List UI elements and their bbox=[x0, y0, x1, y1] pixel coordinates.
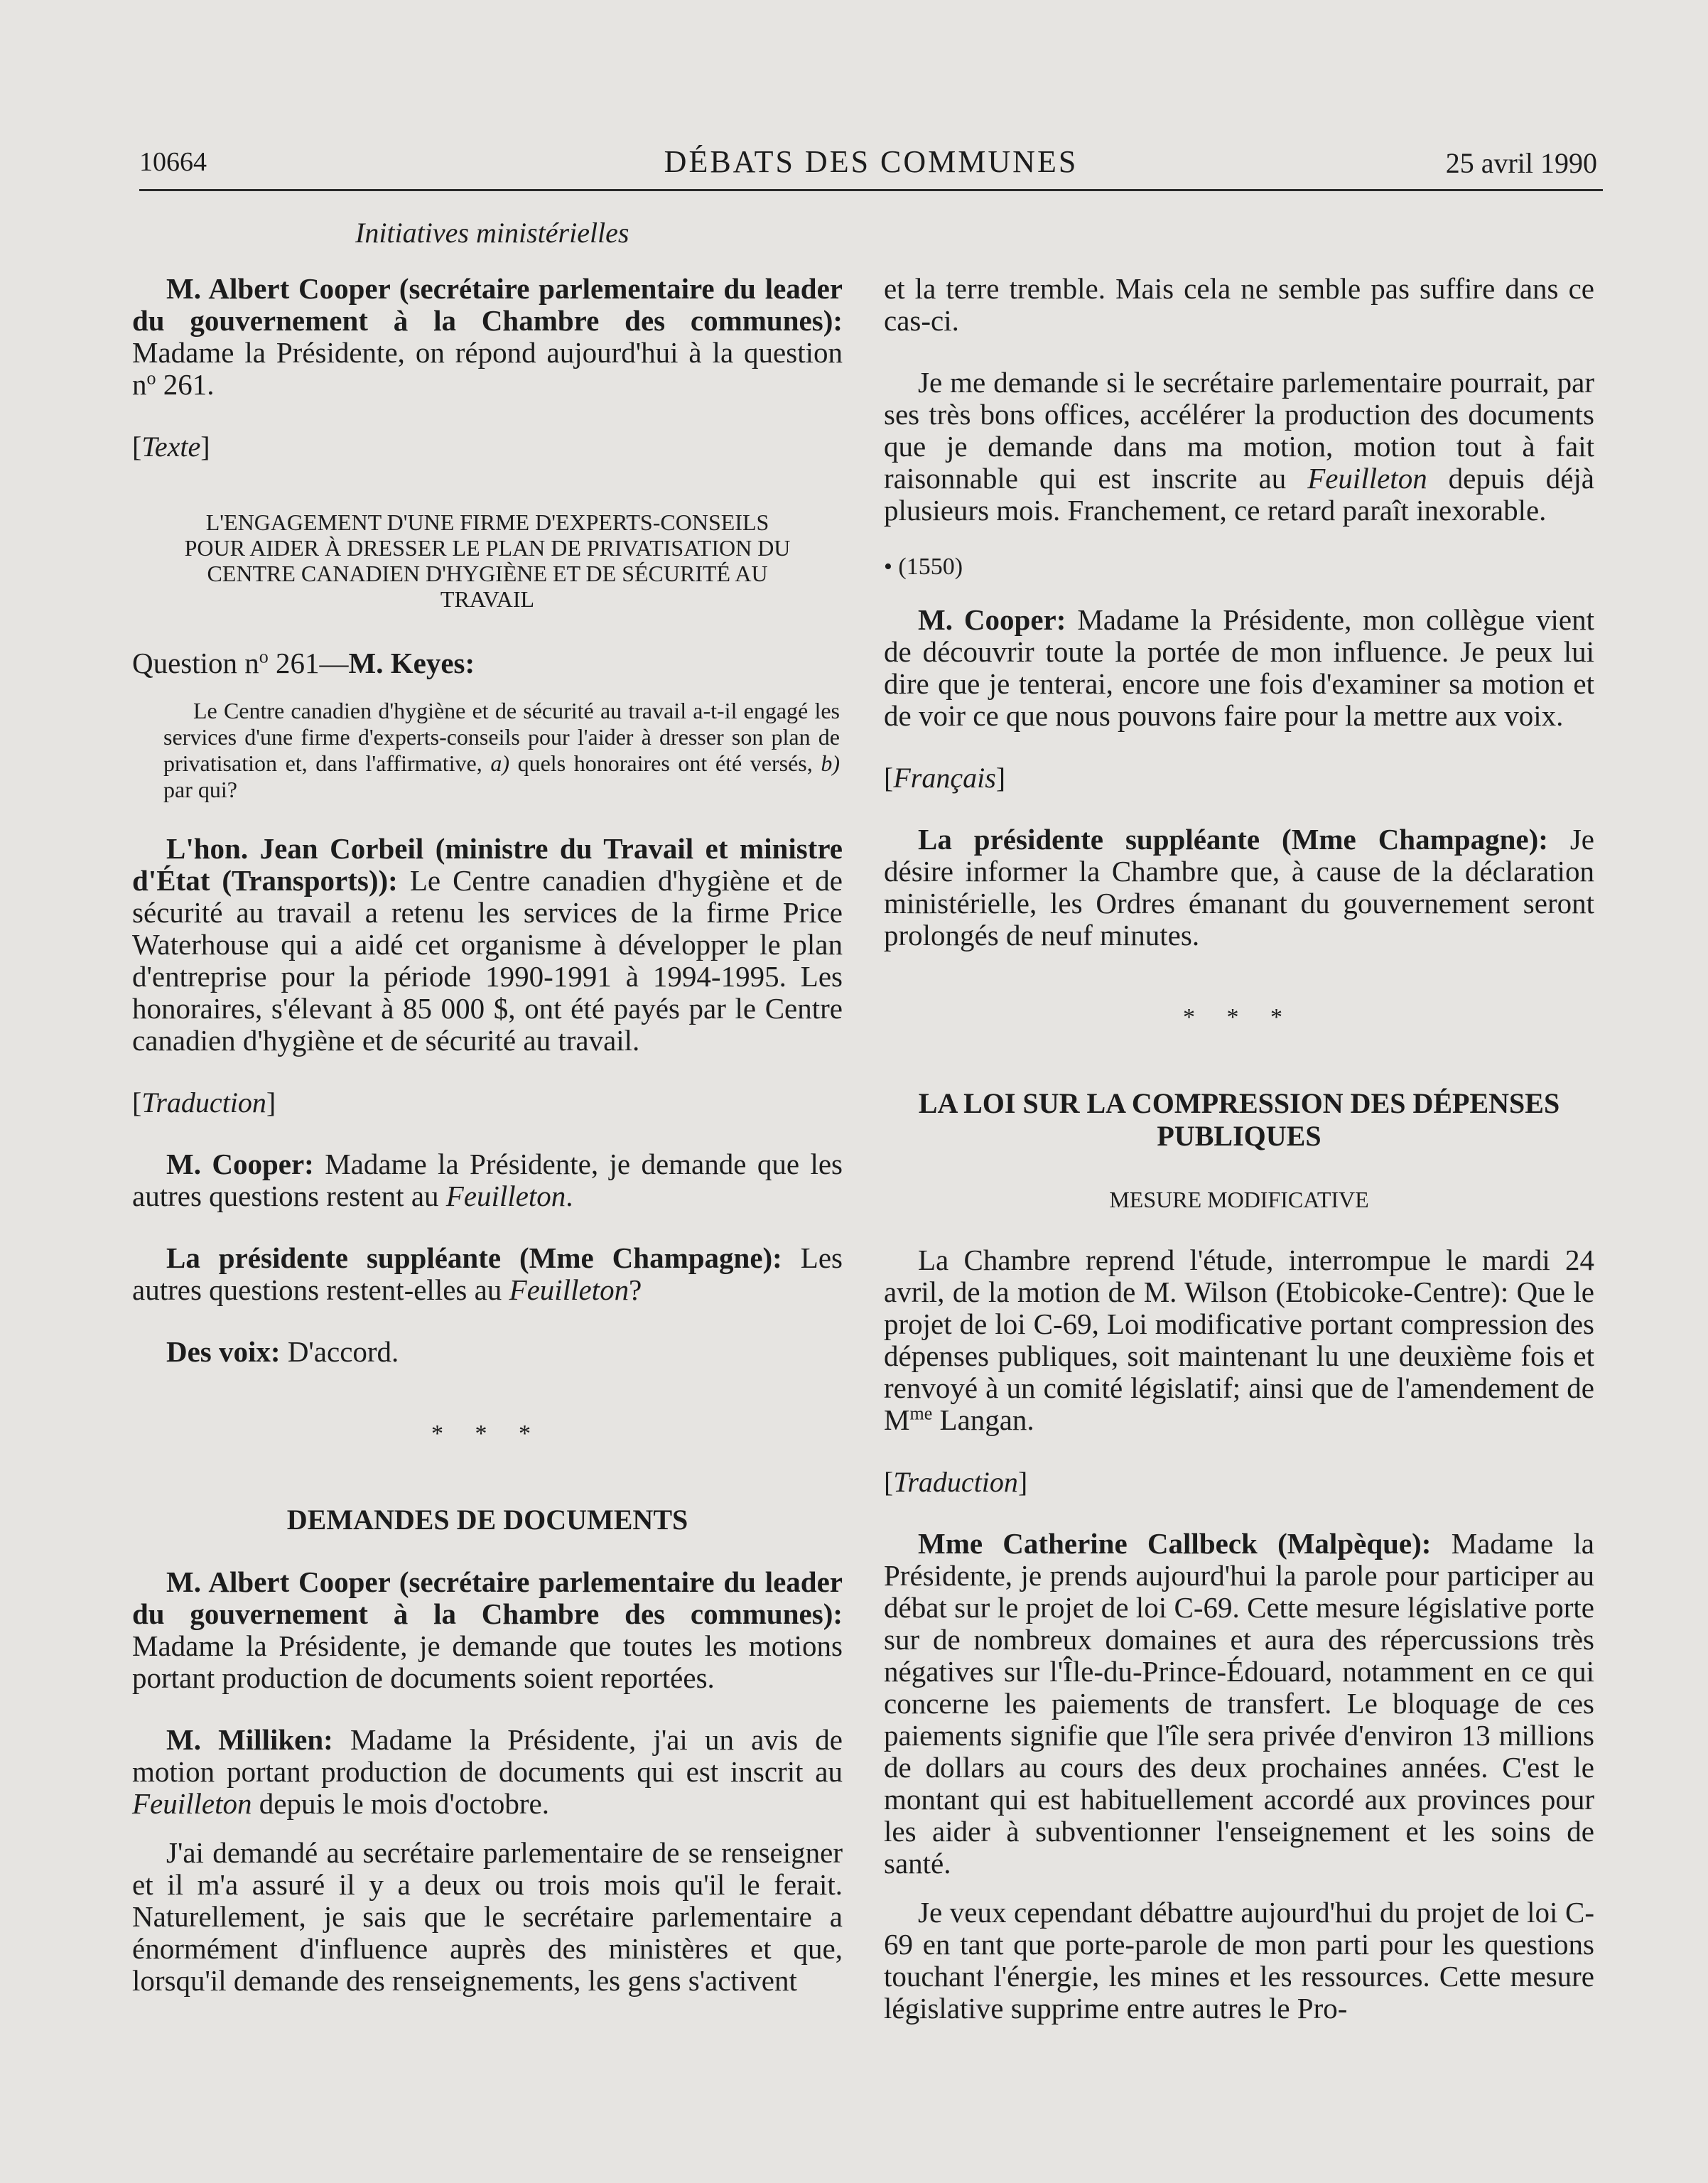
speaker-name: M. Milliken: bbox=[166, 1723, 333, 1756]
publication-title: DÉBATS DES COMMUNES bbox=[664, 144, 1079, 179]
paragraph-corbeil-answer: L'hon. Jean Corbeil (ministre du Travail et ministre d'État (Transports)): Le Centre canadien d'hygiène et de sécurité au travail a retenu les services de la firme Price Waterhouse qui a aidé cet organisme à développer le plan d'entreprise pour la période 1990-1991 à 1994-1995. Les honoraires, s'élevant à 85 000 $, ont été payés par le Centre canadien d'hygiène et de sécurité au travail. bbox=[132, 832, 843, 1057]
language-tag-francais: [Français] bbox=[884, 762, 1006, 794]
paragraph-des-voix: Des voix: D'accord. bbox=[166, 1335, 399, 1368]
speaker-name: La présidente suppléante (Mme Champagne): bbox=[918, 823, 1548, 856]
page-header bbox=[139, 139, 1603, 191]
section-heading: LA LOI SUR LA COMPRESSION DES DÉPENSES PUBLIQUES bbox=[918, 1087, 1560, 1152]
language-tag-texte: [Texte] bbox=[132, 431, 210, 463]
paragraph-presidente: La présidente suppléante (Mme Champagne): Les autres questions restent-elles au Feuilleton? bbox=[132, 1241, 843, 1306]
speaker-name: La présidente suppléante (Mme Champagne): bbox=[166, 1241, 782, 1274]
paragraph-reprise-etude: La Chambre reprend l'étude, interrompue le mardi 24 avril, de la motion de M. Wilson (Etobicoke-Centre): Que le projet de loi C-69, Loi modificative portant compression des dépenses publiques, soit maintenant lu une deuxième fois et renvoyé à un comité législatif; ainsi que de l'amendement de $M^{me}$ Langan. bbox=[884, 1244, 1594, 1436]
paragraph-cooper-documents: M. Albert Cooper (secrétaire parlementaire du leader du gouvernement à la Chambre des communes): Madame la Présidente, je demande que toutes les motions portant production de documents soient reportées. bbox=[132, 1565, 843, 1694]
question-title: L'ENGAGEMENT D'UNE FIRME D'EXPERTS-CONSEILS POUR AIDER À DRESSER LE PLAN DE PRIVATISATION DU CENTRE CANADIEN D'HYGIÈNE ET DE SÉCURITÉ AU TRAVAIL bbox=[184, 510, 791, 612]
right-column bbox=[884, 273, 1594, 2025]
section-separator: * * * bbox=[431, 1421, 544, 1447]
speaker-name: Des voix: bbox=[166, 1335, 281, 1368]
question-line: Question $n^o$ 261—M. Keyes: bbox=[132, 646, 475, 679]
paragraph-milliken: M. Milliken: Madame la Présidente, j'ai un avis de motion portant production de documents qui est inscrit au Feuilleton depuis le mois d'octobre. bbox=[132, 1723, 843, 1820]
section-separator: * * * bbox=[1183, 1004, 1295, 1030]
language-tag-traduction: [Traduction] bbox=[132, 1087, 276, 1119]
paragraph-presidente-announce: La présidente suppléante (Mme Champagne): Je désire informer la Chambre que, à cause de la déclaration ministérielle, les Ordres émanant du gouvernement seront prolongés de neuf minutes. bbox=[884, 823, 1594, 952]
speaker-name: Mme Catherine Callbeck (Malpèque): bbox=[918, 1527, 1432, 1560]
section-tag: Initiatives ministérielles bbox=[355, 217, 629, 249]
speaker-name: M. Cooper: bbox=[918, 603, 1066, 636]
paragraph-cooper-influence: M. Cooper: Madame la Présidente, mon collègue vient de découvrir toute la portée de mon influence. Je peux lui dire que je tenterai, encore une fois d'examiner sa motion et de voir ce que nous pouvons faire pour la mettre aux voix. bbox=[884, 603, 1594, 732]
question-quote: Le Centre canadien d'hygiène et de sécurité au travail a-t-il engagé les services d'une firme d'experts-conseils pour l'aider à dresser son plan de privatisation et, dans l'affirmative, a) quels honoraires ont été versés, b) par qui? bbox=[163, 698, 841, 802]
page-number: 10664 bbox=[139, 147, 207, 177]
publication-date: 25 avril 1990 bbox=[1445, 147, 1597, 179]
speaker-name: M. Albert Cooper (secrétaire parlementaire du leader du gouvernement à la Chambre des communes): bbox=[132, 1565, 843, 1630]
paragraph-callbeck-cont: Je veux cependant débattre aujourd'hui du projet de loi C-69 en tant que porte-parole de mon parti pour les questions touchant l'énergie, les mines et les ressources. Cette mesure législative supprime entre autres le Pro- bbox=[884, 1896, 1594, 2025]
timestamp: • (1550) bbox=[884, 554, 963, 580]
left-column bbox=[132, 273, 843, 1997]
speaker-name: M. Cooper: bbox=[166, 1148, 314, 1180]
language-tag-traduction: [Traduction] bbox=[884, 1466, 1028, 1498]
paragraph-milliken-cont: J'ai demandé au secrétaire parlementaire de se renseigner et il m'a assuré il y a deux ou trois mois qu'il le ferait. Naturellement, je sais que le secrétaire parlementaire a énormément d'influence auprès des ministères et que, lorsqu'il demande des renseignements, les gens s'activent bbox=[132, 1836, 843, 1997]
paragraph-milliken-request: Je me demande si le secrétaire parlementaire pourrait, par ses très bons offices, accélérer la production des documents que je demande dans ma motion, motion tout à fait raisonnable qui est inscrite au Feuilleton depuis déjà plusieurs mois. Franchement, ce retard paraît inexorable. bbox=[884, 366, 1594, 527]
speaker-name: L'hon. Jean Corbeil (ministre du Travail et ministre d'État (Transports)): bbox=[132, 832, 843, 897]
paragraph-cooper-request: M. Cooper: Madame la Présidente, je demande que les autres questions restent au Feuilleton. bbox=[132, 1148, 843, 1212]
paragraph-cooper-reply: M. Albert Cooper (secrétaire parlementaire du leader du gouvernement à la Chambre des communes): Madame la Présidente, on répond aujourd'hui à la question $n^o$ 261. bbox=[132, 272, 843, 401]
section-subheading: MESURE MODIFICATIVE bbox=[1109, 1187, 1369, 1212]
section-heading: DEMANDES DE DOCUMENTS bbox=[286, 1504, 688, 1536]
speaker-name: M. Albert Cooper (secrétaire parlementaire du leader du gouvernement à la Chambre des communes): bbox=[132, 272, 843, 337]
paragraph-continuation: et la terre tremble. Mais cela ne semble pas suffire dans ce cas-ci. bbox=[884, 272, 1594, 337]
paragraph-callbeck: Mme Catherine Callbeck (Malpèque): Madame la Présidente, je prends aujourd'hui la parole pour participer au débat sur le projet de loi C-69. Cette mesure législative porte sur de nombreux domaines et aura des répercussions très négatives sur l'Île-du-Prince-Édouard, notamment en ce qui concerne les paiements de transfert. Le bloquage de ces paiements signifie que l'île sera privée d'environ 13 millions de dollars au cours des deux prochaines années. C'est le montant qui est habituellement accordé aux provinces pour les aider à subventionner l'enseignement et les soins de santé. bbox=[884, 1527, 1594, 1880]
